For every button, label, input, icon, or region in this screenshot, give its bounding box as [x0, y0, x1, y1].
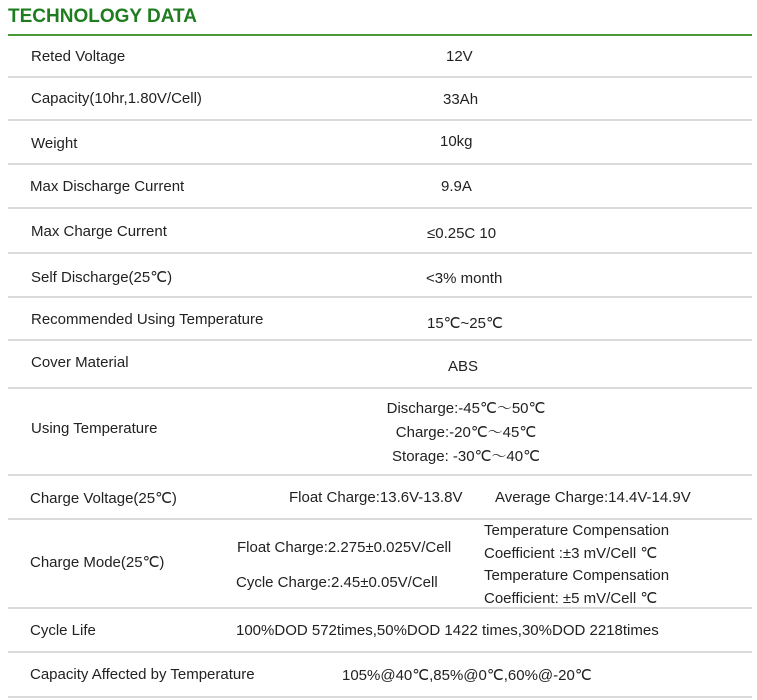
row-label: Capacity(10hr,1.80V/Cell) [31, 90, 202, 107]
using-temperature-values [366, 397, 566, 469]
row-value: 10kg [440, 133, 473, 150]
table-row-max-discharge-current [8, 165, 752, 209]
row-value: 12V [446, 48, 473, 65]
row-label: Capacity Affected by Temperature [30, 666, 255, 683]
row-label: Self Discharge(25℃) [31, 269, 173, 286]
row-label: Weight [31, 135, 78, 152]
row-label: Reted Voltage [31, 48, 126, 65]
cycle-compensation-line2: Coefficient: ±5 mV/Cell ℃ [484, 590, 658, 607]
row-label: Recommended Using Temperature [31, 311, 264, 328]
float-compensation-line2: Coefficient :±3 mV/Cell ℃ [484, 545, 658, 562]
float-charge-mode: Float Charge:2.275±0.025V/Cell [237, 539, 452, 556]
row-label: Cover Material [31, 354, 129, 371]
table-row-self-discharge [8, 254, 752, 298]
row-value: 33Ah [443, 91, 479, 108]
row-value: 105%@40℃,85%@0℃,60%@-20℃ [342, 667, 592, 684]
table-row-rated-voltage [8, 36, 752, 78]
row-label: Using Temperature [31, 420, 158, 437]
table-row-cover-material [8, 341, 752, 389]
table-row-cycle-life [8, 609, 752, 653]
row-label: Charge Mode(25℃) [30, 554, 165, 571]
float-charge-voltage: Float Charge:13.6V-13.8V [289, 489, 463, 506]
row-label: Cycle Life [30, 622, 96, 639]
table-row-recommended-temperature [8, 298, 752, 341]
table-row-capacity [8, 78, 752, 121]
storage-temperature: Storage: -30℃～40℃ [392, 448, 540, 465]
row-label: Charge Voltage(25℃) [30, 490, 177, 507]
row-value: 100%DOD 572times,50%DOD 1422 times,30%DOD 2218times [236, 622, 659, 639]
row-value: <3% month [426, 270, 503, 287]
table-row-max-charge-current [8, 209, 752, 254]
row-value: ABS [448, 358, 479, 375]
table-row-using-temperature [8, 389, 752, 476]
charge-temperature: Charge:-20℃～45℃ [395, 424, 537, 441]
cycle-compensation-line1: Temperature Compensation [484, 567, 670, 584]
table-row-charge-voltage [8, 476, 752, 520]
average-charge-voltage: Average Charge:14.4V-14.9V [495, 489, 691, 506]
row-label: Max Charge Current [31, 223, 167, 240]
table-row-charge-mode [8, 520, 752, 609]
section-title: TECHNOLOGY DATA [8, 6, 197, 27]
discharge-temperature: Discharge:-45℃～50℃ [386, 400, 546, 417]
row-value: 15℃~25℃ [427, 315, 503, 332]
row-label: Max Discharge Current [30, 178, 185, 195]
cycle-charge-mode: Cycle Charge:2.45±0.05V/Cell [236, 574, 438, 591]
row-value: 9.9A [441, 178, 472, 195]
table-row-capacity-by-temperature [8, 653, 752, 698]
float-compensation-line1: Temperature Compensation [484, 522, 670, 539]
table-row-weight [8, 121, 752, 165]
row-value: ≤0.25C 10 [427, 225, 497, 242]
